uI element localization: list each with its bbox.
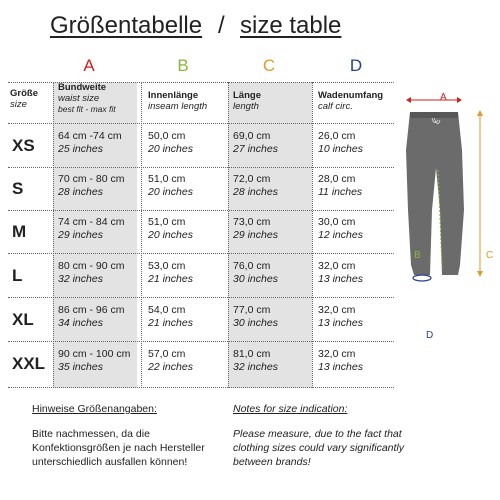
column-letter-d: D <box>349 56 363 75</box>
size-label: M <box>12 222 27 241</box>
measure-ellipse-d <box>413 275 431 281</box>
table-cell <box>148 260 193 286</box>
table-cell <box>58 260 125 286</box>
cell-cm: 90 cm - 100 cm <box>58 348 131 360</box>
table-cell <box>58 348 130 374</box>
cell-cm: 81,0 cm <box>233 348 271 360</box>
table-cell <box>318 216 363 242</box>
grid-line <box>141 82 142 388</box>
notes-german <box>32 402 232 469</box>
cell-inches: 21 inches <box>148 273 193 285</box>
header-size-de: Größe <box>10 88 38 99</box>
arrow-head-a-left <box>406 97 411 103</box>
diagram-label-b: B <box>414 250 421 261</box>
cell-inches: 12 inches <box>318 229 363 241</box>
notes-english-heading: Notes for size indication: <box>233 403 348 415</box>
table-cell <box>233 130 278 156</box>
notes-german-text: Bitte nachmessen, da die Konfektionsgrößen je nach Hersteller unterschiedlich ausfallen können! <box>32 428 205 468</box>
arrow-head-c-bottom <box>477 271 483 277</box>
header-d-de: Wadenumfang <box>318 90 384 101</box>
cell-inches: 28 inches <box>233 186 278 198</box>
title-english: size table <box>240 12 342 39</box>
cell-inches: 28 inches <box>58 186 103 198</box>
cell-inches: 35 inches <box>58 361 103 373</box>
table-cell <box>58 130 122 156</box>
arrow-head-a-right <box>457 97 462 103</box>
title-separator: / <box>218 12 225 39</box>
size-label: XXL <box>12 354 46 373</box>
table-cell <box>148 348 193 374</box>
cell-cm: 32,0 cm <box>318 304 356 316</box>
cell-cm: 51,0 cm <box>148 173 186 185</box>
grid-line <box>8 341 394 342</box>
table-cell <box>233 216 278 242</box>
cell-cm: 86 cm - 96 cm <box>58 304 125 316</box>
cell-cm: 72,0 cm <box>233 173 271 185</box>
column-letter-b: B <box>177 56 189 75</box>
table-cell <box>318 348 363 374</box>
grid-line <box>8 253 394 254</box>
header-d-en: calf circ. <box>318 101 353 112</box>
cell-inches: 20 inches <box>148 143 193 155</box>
grid-line <box>228 82 229 388</box>
cell-inches: 10 inches <box>318 143 363 155</box>
cell-cm: 74 cm - 84 cm <box>58 216 125 228</box>
table-cell <box>58 304 125 330</box>
column-letter-a: A <box>83 56 95 75</box>
table-cell <box>233 173 278 199</box>
table-cell <box>148 216 193 242</box>
header-a-en: waist size <box>58 93 100 104</box>
cell-inches: 21 inches <box>148 317 193 329</box>
cell-cm: 80 cm - 90 cm <box>58 260 125 272</box>
size-label: XS <box>12 136 35 155</box>
table-cell <box>318 260 363 286</box>
cell-inches: 20 inches <box>148 229 193 241</box>
header-a <box>58 82 116 122</box>
title-german: Größentabelle <box>50 12 203 39</box>
notes-english <box>233 402 433 469</box>
diagram-label-d: D <box>426 330 434 341</box>
column-letter-c: C <box>262 56 276 75</box>
cell-inches: 32 inches <box>58 273 103 285</box>
header-d <box>318 90 383 130</box>
size-label: S <box>12 179 24 198</box>
header-b <box>148 90 207 130</box>
cell-cm: 73,0 cm <box>233 216 271 228</box>
size-label: L <box>12 266 23 285</box>
table-cell <box>318 173 362 199</box>
cell-inches: 13 inches <box>318 317 363 329</box>
waistband <box>410 112 458 118</box>
cell-inches: 30 inches <box>233 317 278 329</box>
cell-cm: 28,0 cm <box>318 173 356 185</box>
page-title <box>0 10 500 44</box>
cell-cm: 30,0 cm <box>318 216 356 228</box>
cell-inches: 20 inches <box>148 186 193 198</box>
header-c <box>233 90 261 130</box>
cell-inches: 29 inches <box>233 229 278 241</box>
cell-cm: 32,0 cm <box>318 348 356 360</box>
table-cell <box>58 173 125 199</box>
grid-line <box>8 387 394 388</box>
size-label: XL <box>12 310 34 329</box>
cell-inches: 13 inches <box>318 361 363 373</box>
cell-cm: 50,0 cm <box>148 130 186 142</box>
cell-inches: 29 inches <box>58 229 103 241</box>
grid-line <box>8 210 394 211</box>
table-cell <box>318 304 363 330</box>
leggings-illustration <box>398 90 498 350</box>
cell-inches: 27 inches <box>233 143 278 155</box>
header-size-en: size <box>10 99 27 110</box>
header-c-en: length <box>233 101 259 112</box>
cell-cm: 26,0 cm <box>318 130 356 142</box>
cell-cm: 70 cm - 80 cm <box>58 173 125 185</box>
table-cell <box>233 304 278 330</box>
cell-cm: 54,0 cm <box>148 304 186 316</box>
table-cell <box>148 130 193 156</box>
cell-inches: 32 inches <box>233 361 278 373</box>
arrow-head-c-top <box>477 110 483 116</box>
cell-inches: 22 inches <box>148 361 193 373</box>
header-size <box>10 88 38 128</box>
table-cell <box>318 130 363 156</box>
leggings-diagram <box>398 90 498 350</box>
cell-cm: 69,0 cm <box>233 130 271 142</box>
cell-inches: 11 inches <box>318 186 363 198</box>
cell-cm: 64 cm -74 cm <box>58 130 122 142</box>
cell-cm: 51,0 cm <box>148 216 186 228</box>
cell-inches: 25 inches <box>58 143 103 155</box>
cell-inches: 30 inches <box>233 273 278 285</box>
cell-inches: 34 inches <box>58 317 103 329</box>
header-a-de: Bundweite <box>58 82 107 93</box>
grid-line <box>312 82 313 388</box>
diagram-label-a: A <box>440 92 447 103</box>
cell-cm: 53,0 cm <box>148 260 186 272</box>
table-cell <box>233 260 278 286</box>
diagram-label-c: C <box>486 250 494 261</box>
cell-cm: 77,0 cm <box>233 304 271 316</box>
grid-line <box>8 167 394 168</box>
grid-line <box>8 297 394 298</box>
header-a-note: best fit - max fit <box>58 104 116 114</box>
header-b-en: inseam length <box>148 101 208 112</box>
cell-inches: 13 inches <box>318 273 363 285</box>
table-cell <box>58 216 125 242</box>
table-cell <box>233 348 278 374</box>
table-cell <box>148 304 193 330</box>
cell-cm: 57,0 cm <box>148 348 186 360</box>
cell-cm: 76,0 cm <box>233 260 271 272</box>
notes-english-text: Please measure, due to the fact that clothing sizes could vary significantly between brands! <box>233 428 404 468</box>
header-c-de: Länge <box>233 90 261 101</box>
cell-cm: 32,0 cm <box>318 260 356 272</box>
header-b-de: Innenlänge <box>148 90 199 101</box>
notes-german-heading: Hinweise Größenangaben: <box>32 403 157 415</box>
table-cell <box>148 173 193 199</box>
